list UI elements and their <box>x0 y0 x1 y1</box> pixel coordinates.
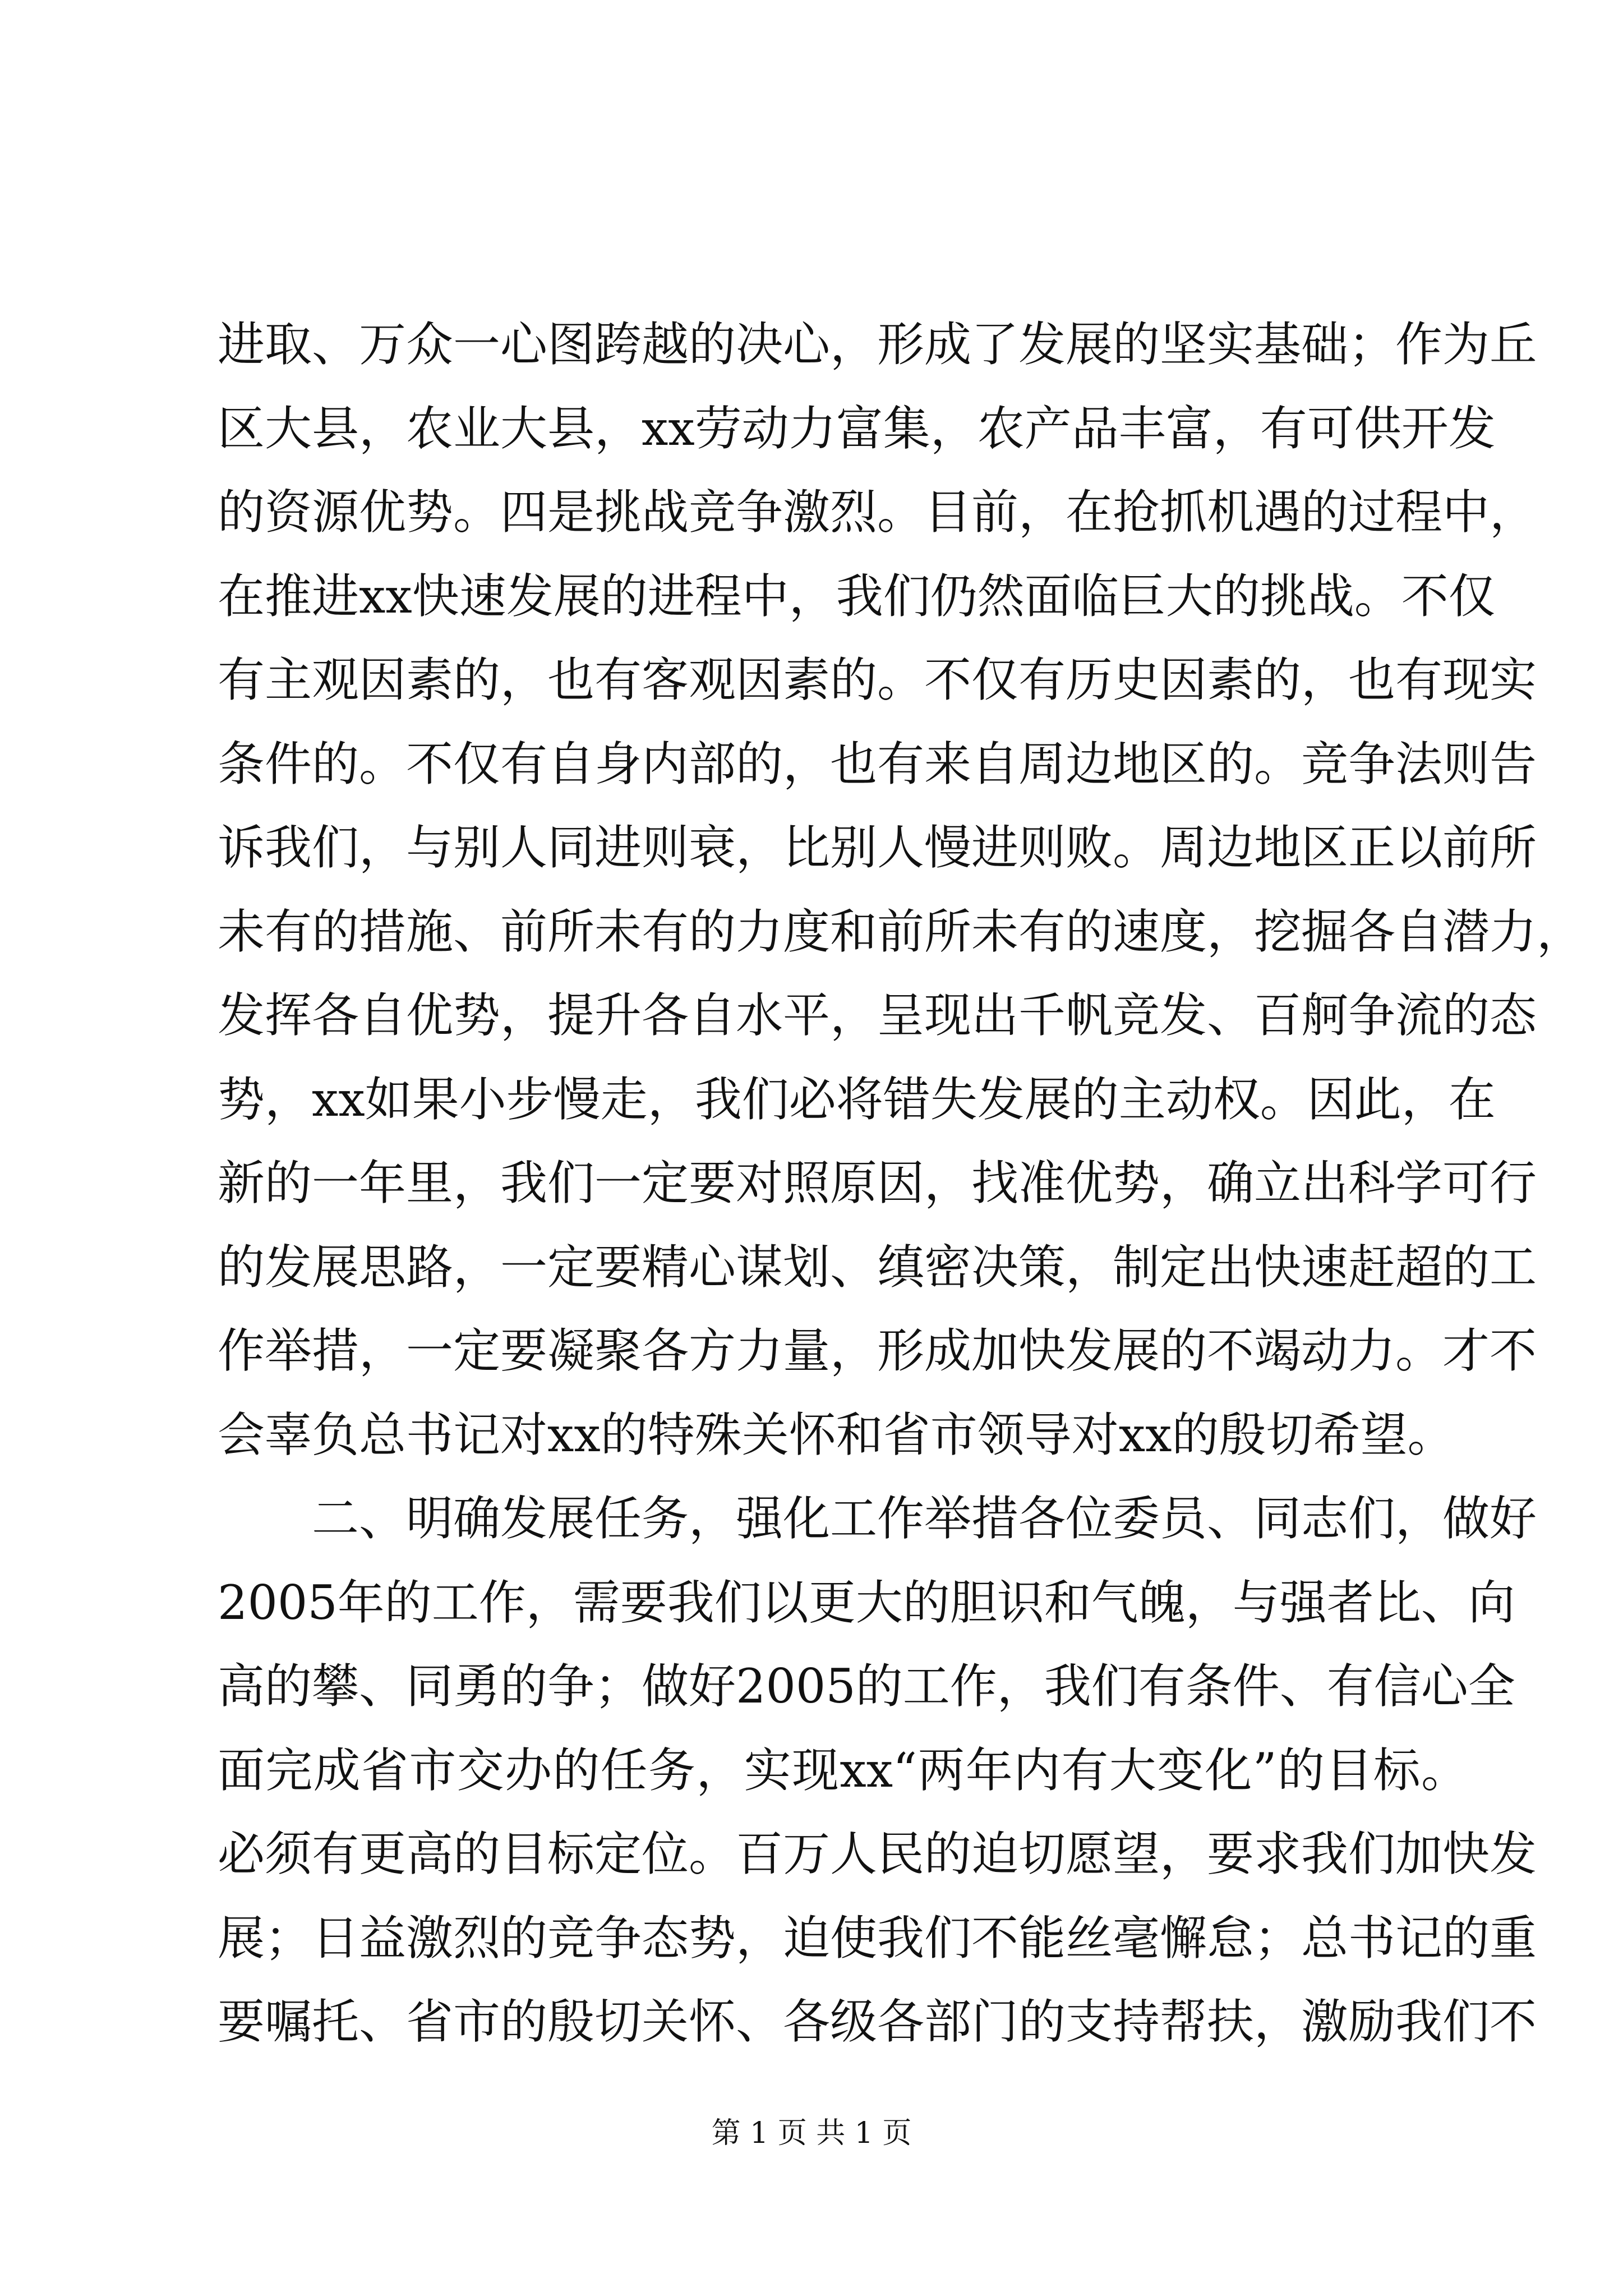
text-line-1: 进取、万众一心图跨越的决心，形成了发展的坚实基础；作为丘 <box>218 317 1537 372</box>
text-line-20: 展；日益激烈的竞争态势，迫使我们不能丝毫懈怠；总书记的重 <box>218 1910 1537 1966</box>
text-line-8: 未有的措施、前所未有的力度和前所未有的速度，挖掘各自潜力， <box>218 904 1584 959</box>
page-number-footer: 第 1 页 共 1 页 <box>711 2116 912 2150</box>
text-line-2: 区大县，农业大县，xx劳动力富集，农产品丰富，有可供开发 <box>218 401 1496 456</box>
text-line-17: 高的攀、同勇的争；做好2005的工作，我们有条件、有信心全 <box>218 1659 1515 1714</box>
text-line-4: 在推进xx快速发展的进程中，我们仍然面临巨大的挑战。不仅 <box>218 568 1496 624</box>
text-line-10: 势，xx如果小步慢走，我们必将错失发展的主动权。因此，在 <box>218 1071 1496 1127</box>
text-line-16: 2005年的工作，需要我们以更大的胆识和气魄，与强者比、向 <box>218 1575 1515 1630</box>
document-body <box>218 303 1584 2064</box>
text-line-9: 发挥各自优势，提升各自水平，呈现出千帆竞发、百舸争流的态 <box>218 988 1537 1043</box>
text-line-12: 的发展思路，一定要精心谋划、缜密决策，制定出快速赶超的工 <box>218 1239 1537 1295</box>
text-line-19: 必须有更高的目标定位。百万人民的迫切愿望，要求我们加快发 <box>218 1826 1537 1881</box>
text-line-11: 新的一年里，我们一定要对照原因，找准优势，确立出科学可行 <box>218 1156 1537 1211</box>
text-line-18: 面完成省市交办的任务，实现xx“两年内有大变化”的目标。 <box>218 1742 1468 1798</box>
text-line-6: 条件的。不仅有自身内部的，也有来自周边地区的。竞争法则告 <box>218 736 1537 792</box>
text-line-15: 二、明确发展任务，强化工作举措各位委员、同志们，做好 <box>312 1491 1537 1546</box>
text-line-7: 诉我们，与别人同进则衰，比别人慢进则败。周边地区正以前所 <box>218 820 1537 875</box>
text-line-14: 会辜负总书记对xx的特殊关怀和省市领导对xx的殷切希望。 <box>218 1407 1455 1462</box>
text-line-13: 作举措，一定要凝聚各方力量，形成加快发展的不竭动力。才不 <box>218 1323 1537 1378</box>
text-line-3: 的资源优势。四是挑战竞争激烈。目前，在抢抓机遇的过程中， <box>218 485 1537 540</box>
text-line-5: 有主观因素的，也有客观因素的。不仅有历史因素的，也有现实 <box>218 652 1537 707</box>
text-line-21: 要嘱托、省市的殷切关怀、各级各部门的支持帮扶，激励我们不 <box>218 1994 1537 2049</box>
